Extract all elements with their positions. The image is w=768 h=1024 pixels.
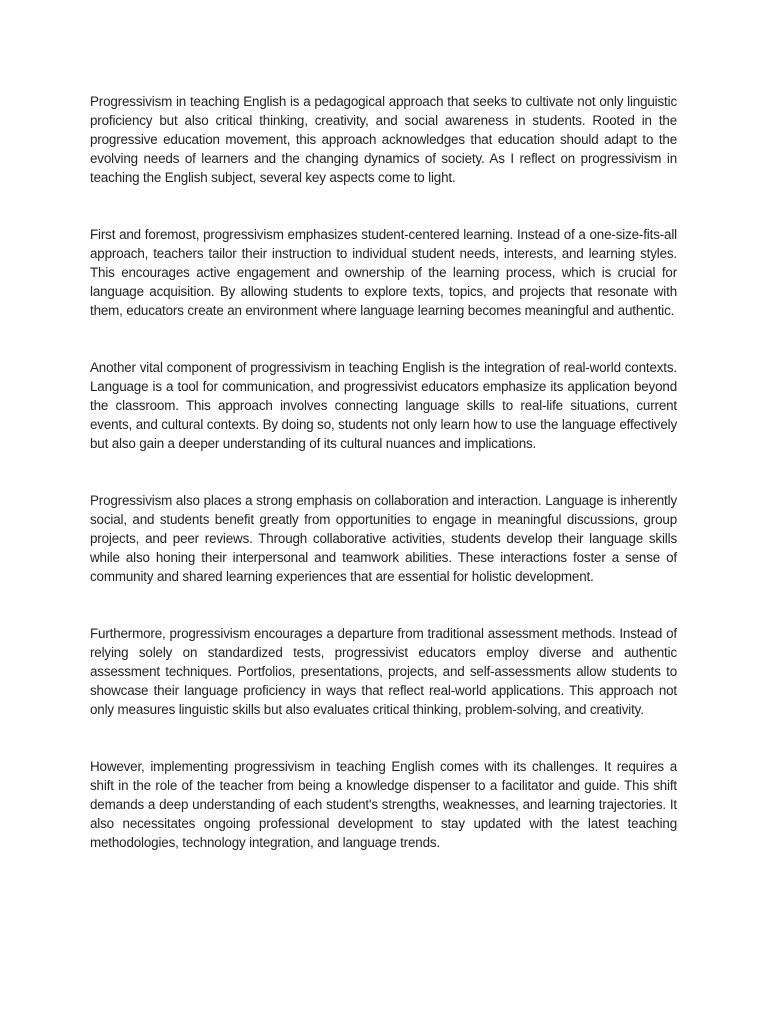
paragraph-real-world-contexts: Another vital component of progressivism in teaching English is the integration of real-world contexts. Language is a tool for communication, and progressivist educators emphasize its application beyond the classroom. This approach involves connecting language skills to real-life situations, current events, and cultural contexts. By doing so, students not only learn how to use the language effectively but also gain a deeper understanding of its cultural nuances and implications. [90,360,677,451]
paragraph-collaboration: Progressivism also places a strong emphasis on collaboration and interaction. Language is inherently social, and students benefit greatly from opportunities to engage in meaningful discussions, group projects, and peer reviews. Through collaborative activities, students develop their language skills while also honing their interpersonal and teamwork abilities. These interactions foster a sense of community and shared learning experiences that are essential for holistic development. [90,493,677,584]
paragraph-assessment: Furthermore, progressivism encourages a departure from traditional assessment methods. Instead of relying solely on standardized tests, progressivist educators employ diverse and authentic assessment techniques. Portfolios, presentations, projects, and self-assessments allow students to showcase their language proficiency in ways that reflect real-world applications. This approach not only measures linguistic skills but also evaluates critical thinking, problem-solving, and creativity. [90,626,677,717]
paragraph-challenges: However, implementing progressivism in teaching English comes with its challenges. It requires a shift in the role of the teacher from being a knowledge dispenser to a facilitator and guide. This shift demands a deep understanding of each student's strengths, weaknesses, and learning trajectories. It also necessitates ongoing professional development to stay updated with the latest teaching methodologies, technology integration, and language trends. [90,759,677,850]
paragraph-student-centered-learning: First and foremost, progressivism emphasizes student-centered learning. Instead of a one-size-fits-all approach, teachers tailor their instruction to individual student needs, interests, and learning styles. This encourages active engagement and ownership of the learning process, which is crucial for language acquisition. By allowing students to explore texts, topics, and projects that resonate with them, educators create an environment where language learning becomes meaningful and authentic. [90,227,677,318]
paragraph-intro: Progressivism in teaching English is a pedagogical approach that seeks to cultivate not only linguistic proficiency but also critical thinking, creativity, and social awareness in students. Rooted in the progressive education movement, this approach acknowledges that education should adapt to the evolving needs of learners and the changing dynamics of society. As I reflect on progressivism in teaching the English subject, several key aspects come to light. [90,94,677,185]
document-body [90,92,677,890]
